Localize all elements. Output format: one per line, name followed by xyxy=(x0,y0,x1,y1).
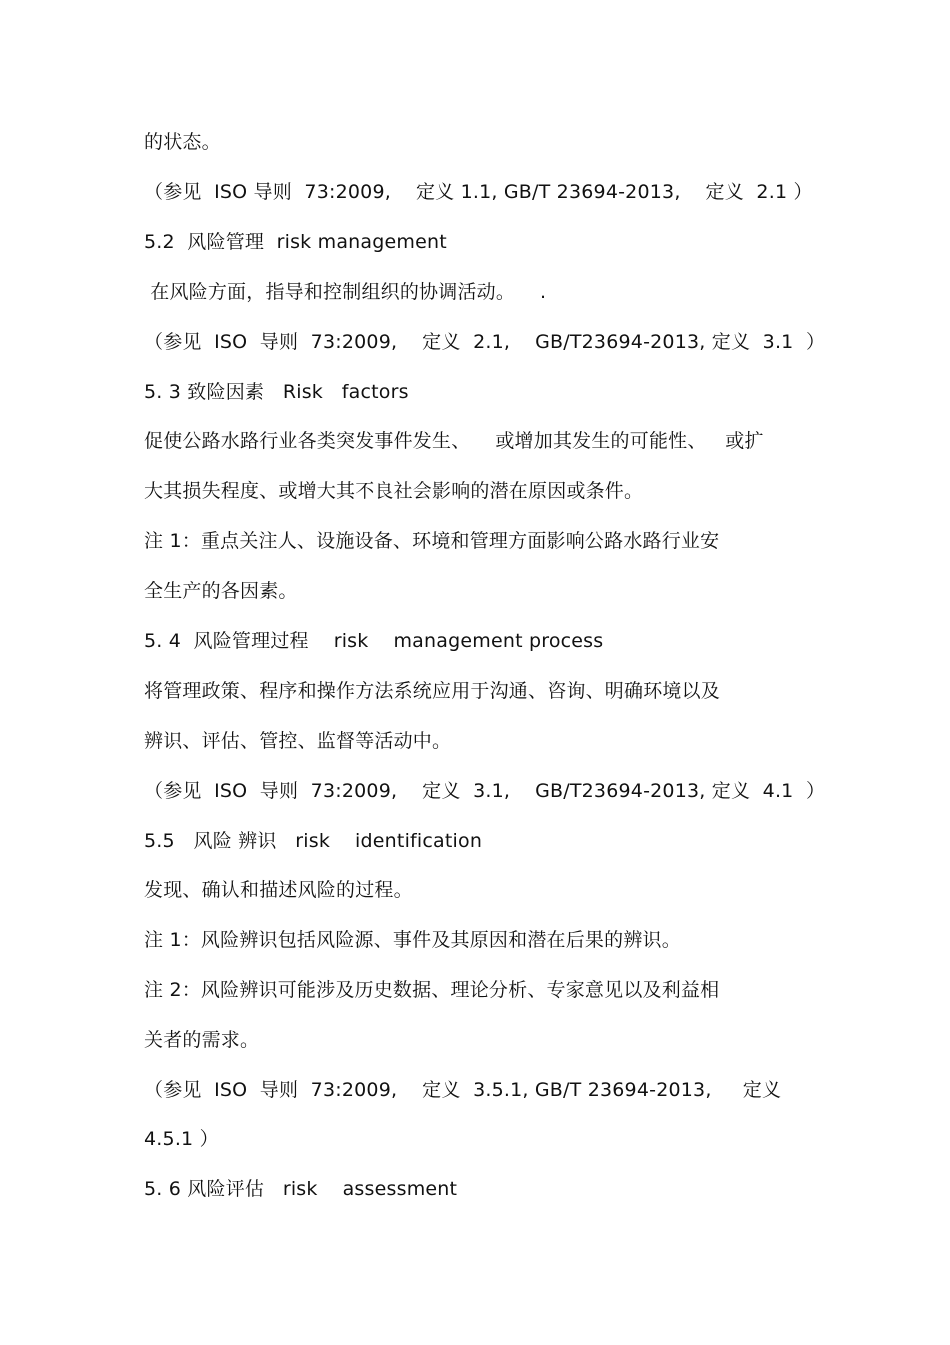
note-5-3-line-2: 全生产的各因素。 xyxy=(144,580,298,602)
reference-line-5-4: （参见 ISO 导则 73:2009, 定义 3.1, GB/T23694-2013, 定义 4.1 ） xyxy=(144,780,826,802)
reference-line-5-1: （参见 ISO 导则 73:2009, 定义 1.1, GB/T 23694-2013, 定义 2.1 ） xyxy=(144,181,813,203)
definition-5-4-line-2: 辨识、评估、管控、监督等活动中。 xyxy=(144,730,452,752)
text-line-continuation: 的状态。 xyxy=(144,131,221,153)
definition-5-4-line-1: 将管理政策、程序和操作方法系统应用于沟通、咨询、明确环境以及 xyxy=(144,680,721,702)
definition-5-3-line-2: 大其损失程度、或增大其不良社会影响的潜在原因或条件。 xyxy=(144,480,644,502)
reference-line-5-5-line-2: 4.5.1 ） xyxy=(144,1128,219,1150)
note-5-5-2-line-2: 关者的需求。 xyxy=(144,1029,260,1051)
reference-line-5-2: （参见 ISO 导则 73:2009, 定义 2.1, GB/T23694-2013, 定义 3.1 ） xyxy=(144,331,826,353)
note-5-5-1: 注 1：风险辨识包括风险源、事件及其原因和潜在后果的辨识。 xyxy=(144,929,681,951)
definition-5-2: 在风险方面，指导和控制组织的协调活动。 . xyxy=(144,281,547,303)
section-heading-5-3: 5. 3 致险因素 Risk factors xyxy=(144,381,409,403)
note-5-5-2-line-1: 注 2：风险辨识可能涉及历史数据、理论分析、专家意见以及利益相 xyxy=(144,979,720,1001)
section-heading-5-6: 5. 6 风险评估 risk assessment xyxy=(144,1178,458,1200)
section-heading-5-2: 5.2 风险管理 risk management xyxy=(144,231,447,253)
definition-5-5: 发现、确认和描述风险的过程。 xyxy=(144,879,413,901)
section-heading-5-5: 5.5 风险 辨识 risk identification xyxy=(144,830,483,852)
definition-5-3-line-1: 促使公路水路行业各类突发事件发生、 或增加其发生的可能性、 或扩 xyxy=(144,430,764,452)
note-5-3-line-1: 注 1：重点关注人、设施设备、环境和管理方面影响公路水路行业安 xyxy=(144,530,720,552)
section-heading-5-4: 5. 4 风险管理过程 risk management process xyxy=(144,630,604,652)
reference-line-5-5-line-1: （参见 ISO 导则 73:2009, 定义 3.5.1, GB/T 23694-2013, 定义 xyxy=(144,1079,782,1101)
